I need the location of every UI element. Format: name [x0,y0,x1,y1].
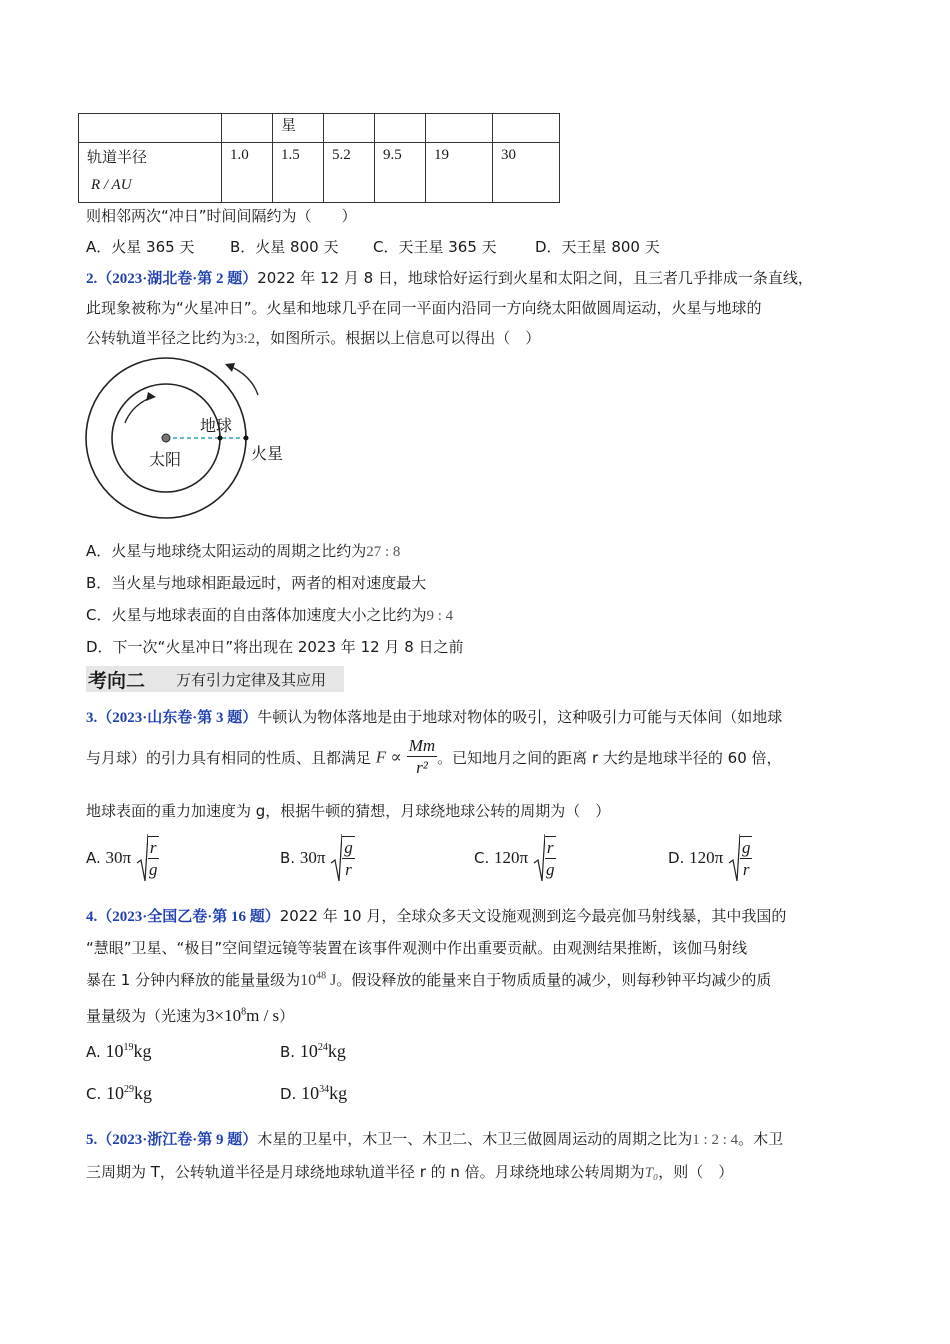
q5-text1b: 。木卫 [738,1130,784,1148]
orbit-table [78,113,560,203]
q2-option-c-text: C．火星与地球表面的自由落体加速度大小之比约为 [86,606,427,624]
energy-base: 10 [300,972,317,989]
q4-option-c [86,1083,152,1104]
section-title: 考向二 [88,670,146,692]
q5-text1a: 木星的卫星中，木卫一、木卫二、木卫三做圆周运动的周期之比为 [257,1130,693,1148]
earth-dot [218,436,223,441]
section-subtitle: 万有引力定律及其应用 [176,671,327,689]
row-label-line2: R / AU [91,177,132,193]
q2-option-c [86,604,453,625]
light-speed-base: 3×10 [206,1006,242,1025]
option-label: D. [280,1085,297,1103]
option-unit: kg [327,1041,346,1061]
option-denominator: g [148,859,158,879]
option-unit: kg [329,1083,348,1103]
light-speed-exponent: 8 [241,1006,247,1018]
option-exponent: 19 [123,1042,134,1053]
q5-line2 [86,1161,733,1182]
q2-line3 [86,327,540,348]
row-label-line1: 轨道半径 [87,148,148,166]
option-fraction [545,836,556,881]
q2-option-b: B．当火星与地球相距最远时，两者的相对速度最大 [86,574,427,592]
q3-line1 [86,706,782,727]
table-cell [324,114,375,143]
q2-line1 [86,267,813,288]
q2-ratio: 3:2 [236,331,256,347]
q4-line3 [86,969,771,990]
q4-text3a: 暴在 1 分钟内释放的能量量级为 [86,971,301,989]
option-label: D. [668,849,685,867]
q2-text1: 2022 年 12 月 8 日，地球恰好运行到火星和太阳之间，且三者几乎排成一条直线， [257,269,813,287]
option-coefficient: 120π [689,848,724,867]
q3-tag: 3.（2023·山东卷·第 3 题） [86,710,258,726]
sqrt-sign [330,833,342,883]
option-numerator: g [344,837,353,857]
q3-option-d [668,833,752,883]
mars-dot [244,436,249,441]
q4-option-b [280,1041,346,1062]
table-cell [426,114,493,143]
q2-option-d: D．下一次“火星冲日”将出现在 2023 年 12 月 8 日之前 [86,638,464,656]
option-base: 10 [301,1083,320,1103]
mars-label: 火星 [251,444,284,463]
option-label: C. [474,849,490,867]
option-denominator: g [545,859,555,879]
table-cell: 30 [493,143,560,203]
q2-line2: 此现象被称为“火星冲日”。火星和地球几乎在同一平面内沿同一方向绕太阳做圆周运动，火星与地球的 [86,299,762,317]
option-exponent: 34 [319,1084,330,1095]
light-speed [206,1006,279,1025]
option-unit: kg [134,1083,153,1103]
table-cell [79,114,222,143]
table-cell: 9.5 [375,143,426,203]
q2-option-a-text: A．火星与地球绕太阳运动的周期之比约为 [86,542,367,560]
option-base: 10 [105,1041,124,1061]
q5-t0: T₀ [644,1165,659,1181]
option-coefficient: 120π [494,848,529,867]
table-cell [493,114,560,143]
table-cell [375,114,426,143]
energy-value [300,972,336,989]
option-label: C. [86,1085,102,1103]
sqrt-sign [136,833,148,883]
option-label: A. [86,849,101,867]
orbit-diagram [80,355,300,525]
formula-fraction [407,736,437,779]
option-label: B. [280,1043,296,1061]
option-numerator: g [741,837,751,857]
option-denominator: r [742,859,750,879]
table-cell: 星 [273,114,324,143]
formula-numerator: Mm [408,736,436,755]
q2-text3a: 公转轨道半径之比约为 [86,329,237,347]
table-cell: 1.5 [273,143,324,203]
q1-option-d: D．天王星 800 天 [535,238,660,256]
earth-label: 地球 [200,416,233,435]
option-coefficient: 30π [105,848,132,867]
option-numerator: r [149,837,157,857]
formula-f: F ∝ [375,747,402,767]
q4-tag: 4.（2023·全国乙卷·第 16 题） [86,909,280,925]
q4-line2: “慧眼”卫星、“极目”空间望远镜等装置在该事件观测中作出重要贡献。由观测结果推断，该伽马射线 [86,939,748,957]
q3-line2 [86,736,782,779]
sqrt-sign [728,833,740,883]
option-denominator: r [345,859,352,879]
q1-option-b: B．火星 800 天 [230,238,339,256]
q5-ratio: 1 : 2 : 4 [692,1132,739,1148]
q4-line1 [86,905,786,926]
sun-label: 太阳 [149,450,182,469]
q4-text1: 2022 年 10 月，全球众多天文设施观测到迄今最亮伽马射线暴，其中我国的 [279,907,787,925]
option-fraction [342,836,355,881]
option-base: 10 [106,1083,125,1103]
option-fraction [740,836,753,881]
q3-option-b [280,833,355,883]
table-row-label [79,143,222,203]
outer-arrowhead [225,363,235,372]
table-cell: 19 [426,143,493,203]
energy-unit: J [330,972,337,989]
option-label: A. [86,1043,101,1061]
q3-text1: 牛顿认为物体落地是由于地球对物体的吸引，这种吸引力可能与天体间（如地球 [257,708,783,726]
q2-text3b: ，如图所示。根据以上信息可以得出（ ） [255,329,541,347]
q5-text2b: ，则（ ） [658,1163,734,1181]
table-cell [222,114,273,143]
q1-tail: 则相邻两次“冲日”时间间隔约为（ ） [86,207,357,225]
inner-arrowhead [146,392,156,401]
option-numerator: r [546,837,554,857]
table-cell: 1.0 [222,143,273,203]
option-fraction [148,836,159,881]
option-exponent: 24 [317,1042,328,1053]
q5-text2a: 三周期为 T，公转轨道半径是月球绕地球轨道半径 r 的 n 倍。月球绕地球公转周期为 [86,1163,645,1181]
q3-option-c [474,833,556,883]
q4-text3b: 。假设释放的能量来自于物质质量的减少，则每秒钟平均减少的质 [336,971,772,989]
q4-option-a [86,1041,152,1062]
q5-line1 [86,1128,783,1149]
energy-exponent: 48 [316,970,327,982]
option-unit: kg [133,1041,152,1061]
sun-dot [162,434,170,442]
q3-option-a [86,833,159,883]
q4-text4a: 量量级为（光速为 [86,1007,207,1025]
q3-text2a: 与月球）的引力具有相同的性质、且都满足 [86,749,372,767]
q4-text4b: ） [279,1007,295,1025]
q4-line4 [86,1005,294,1026]
option-label: B. [280,849,296,867]
inner-arrow-arc [125,397,152,423]
formula-denominator: r² [416,758,428,777]
option-exponent: 29 [124,1084,135,1095]
q1-option-a: A．火星 365 天 [86,238,195,256]
table-cell: 5.2 [324,143,375,203]
option-coefficient: 30π [299,848,326,867]
q3-text2b: 。已知地月之间的距离 r 大约是地球半径的 60 倍， [437,749,782,767]
q2-option-c-value: 9 : 4 [426,608,454,624]
option-base: 10 [299,1041,318,1061]
light-speed-unit: m / s [246,1006,280,1025]
q1-option-c: C．天王星 365 天 [373,238,497,256]
q2-option-a [86,540,400,561]
q4-option-d [280,1083,347,1104]
q2-tag: 2.（2023·湖北卷·第 2 题） [86,271,258,287]
sqrt-sign [533,833,545,883]
q2-option-a-value: 27 : 8 [366,544,401,560]
q5-tag: 5.（2023·浙江卷·第 9 题） [86,1132,258,1148]
q3-line3: 地球表面的重力加速度为 g，根据牛顿的猜想，月球绕地球公转的周期为（ ） [86,802,611,820]
outer-arrow-arc [232,367,258,395]
